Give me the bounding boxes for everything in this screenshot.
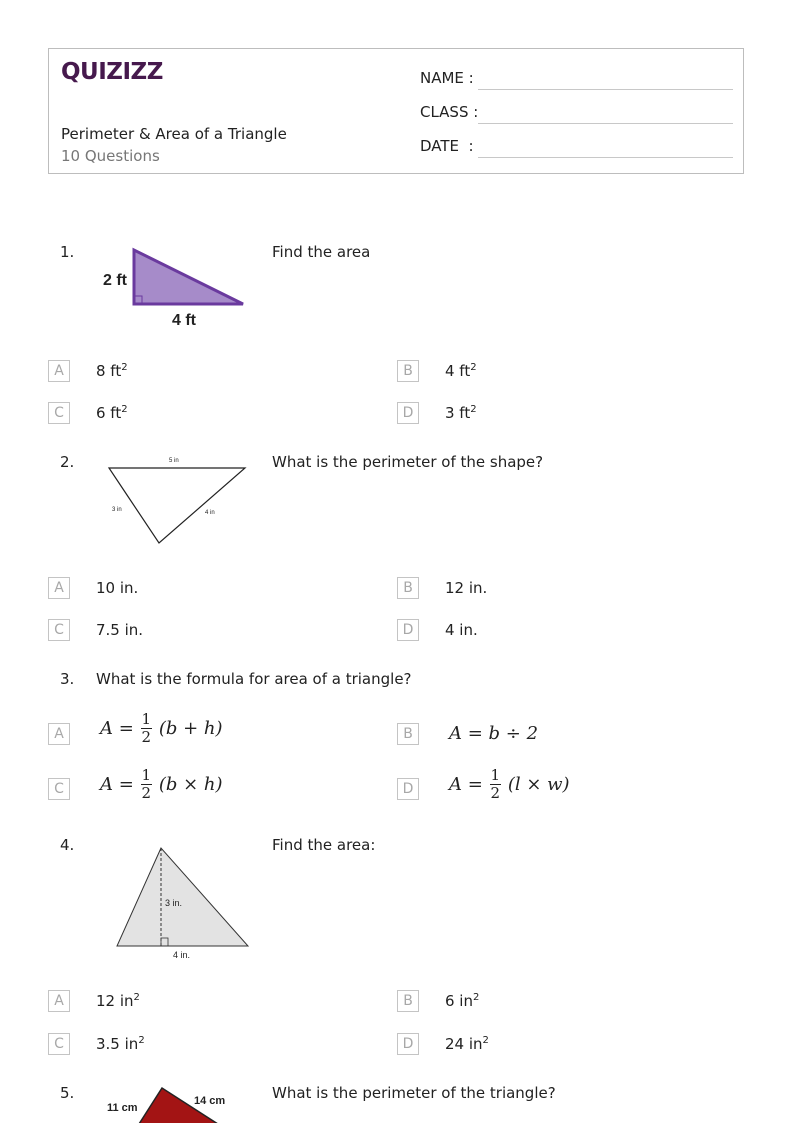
q2-label-right: 4 in — [205, 510, 215, 516]
q4-option-a-box[interactable]: A — [48, 990, 70, 1012]
question-4-number: 4. — [60, 836, 75, 854]
name-line[interactable] — [478, 89, 733, 90]
question-count: 10 Questions — [61, 147, 160, 165]
q4-label-height: 3 in. — [165, 898, 183, 908]
q3-option-b[interactable]: A = b ÷ 2 — [449, 723, 539, 744]
q1-option-c[interactable]: 6 $ft^2$ — [96, 404, 128, 422]
quizizz-logo: QUIZIZZ — [61, 59, 163, 85]
question-1-number: 1. — [60, 243, 75, 261]
date-line[interactable] — [478, 157, 733, 158]
q2-label-top: 5 in — [169, 458, 179, 464]
q3-option-a[interactable]: A = $\frac{1}{2}$ (b + h) — [100, 710, 223, 746]
q5-label-right: 14 cm — [194, 1095, 226, 1107]
question-3-number: 3. — [60, 670, 75, 688]
q2-option-c[interactable]: 7.5 in. — [96, 621, 144, 639]
q3-option-c[interactable]: A = $\frac{1}{2}$ (b × h) — [100, 766, 223, 802]
question-1-figure — [100, 245, 250, 330]
q1-option-c-box[interactable]: C — [48, 402, 70, 424]
q4-triangle — [117, 848, 248, 946]
q3-option-d[interactable]: A = $\frac{1}{2}$ (l × w) — [449, 766, 570, 802]
question-2-figure — [100, 450, 260, 550]
q4-option-b-box[interactable]: B — [397, 990, 419, 1012]
question-5-figure — [100, 1085, 250, 1123]
q2-option-b[interactable]: 12 in. — [445, 579, 488, 597]
q2-option-d[interactable]: 4 in. — [445, 621, 478, 639]
class-label: CLASS : — [420, 103, 479, 121]
q2-label-left: 3 in — [112, 507, 122, 513]
q2-option-d-box[interactable]: D — [397, 619, 419, 641]
q1-label-base: 4 ft — [172, 312, 196, 329]
q3-option-c-box[interactable]: C — [48, 778, 70, 800]
q3-option-a-box[interactable]: A — [48, 723, 70, 745]
question-3-text: What is the formula for area of a triangle? — [96, 670, 412, 688]
q1-option-a[interactable]: 8 $ft^2$ — [96, 362, 128, 380]
q3-option-d-box[interactable]: D — [397, 778, 419, 800]
worksheet-title: Perimeter & Area of a Triangle — [61, 125, 287, 143]
q1-triangle — [134, 250, 243, 304]
q4-option-a[interactable]: 12 $in^2$ — [96, 992, 140, 1010]
question-4-figure — [100, 840, 260, 965]
q1-option-d-box[interactable]: D — [397, 402, 419, 424]
question-2-text: What is the perimeter of the shape? — [272, 453, 544, 471]
q2-option-b-box[interactable]: B — [397, 577, 419, 599]
q2-option-c-box[interactable]: C — [48, 619, 70, 641]
question-4-text: Find the area: — [272, 836, 376, 854]
q1-option-b-box[interactable]: B — [397, 360, 419, 382]
q1-option-d[interactable]: 3 $ft^2$ — [445, 404, 477, 422]
q5-label-left: 11 cm — [107, 1102, 138, 1114]
q3-option-b-box[interactable]: B — [397, 723, 419, 745]
class-line[interactable] — [478, 123, 733, 124]
question-1-text: Find the area — [272, 243, 371, 261]
q4-option-c[interactable]: 3.5 $in^2$ — [96, 1035, 145, 1053]
name-label: NAME : — [420, 69, 474, 87]
question-2-number: 2. — [60, 453, 75, 471]
q1-option-b[interactable]: 4 $ft^2$ — [445, 362, 477, 380]
worksheet-header — [48, 48, 744, 174]
q1-option-a-box[interactable]: A — [48, 360, 70, 382]
q4-option-d-box[interactable]: D — [397, 1033, 419, 1055]
question-5-text: What is the perimeter of the triangle? — [272, 1084, 556, 1102]
q2-triangle — [109, 468, 245, 543]
q4-option-b[interactable]: 6 $in^2$ — [445, 992, 480, 1010]
q1-label-height: 2 ft — [103, 272, 127, 289]
q4-option-d[interactable]: 24 $in^2$ — [445, 1035, 489, 1053]
q4-option-c-box[interactable]: C — [48, 1033, 70, 1055]
date-label: DATE : — [420, 137, 474, 155]
q2-option-a[interactable]: 10 in. — [96, 579, 139, 597]
question-5-number: 5. — [60, 1084, 75, 1102]
q4-label-base: 4 in. — [173, 950, 191, 960]
q2-option-a-box[interactable]: A — [48, 577, 70, 599]
